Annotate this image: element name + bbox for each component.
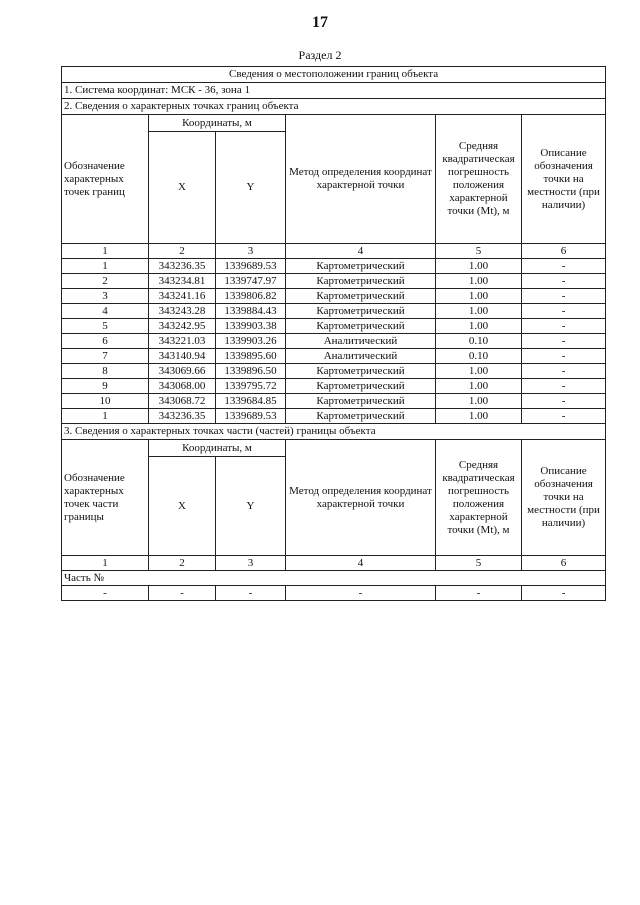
part-cell: -	[286, 586, 436, 601]
colnum: 6	[522, 244, 606, 259]
point-cell: Картометрический	[286, 409, 436, 424]
point-row	[62, 319, 606, 334]
page-number: 17	[312, 14, 328, 31]
point-row	[62, 274, 606, 289]
point-cell: -	[522, 349, 606, 364]
point-cell: 343221.03	[149, 334, 216, 349]
point-cell: 1339895.60	[216, 349, 286, 364]
colnum: 2	[149, 244, 216, 259]
header-method: Метод определения координат характерной точки	[286, 115, 436, 244]
point-cell: Аналитический	[286, 334, 436, 349]
points-body	[62, 259, 606, 424]
point-cell: -	[522, 259, 606, 274]
point-cell: 1.00	[436, 259, 522, 274]
colnum: 1	[62, 556, 149, 571]
header-y-part: Y	[216, 457, 286, 556]
coord-system: 1. Система координат: МСК - 36, зона 1	[62, 83, 606, 99]
part-cell: -	[62, 586, 149, 601]
point-cell: 343068.00	[149, 379, 216, 394]
header-method-part: Метод определения координат характерной точки	[286, 440, 436, 556]
point-row	[62, 334, 606, 349]
point-cell: -	[522, 289, 606, 304]
point-cell: Картометрический	[286, 319, 436, 334]
point-cell: 3	[62, 289, 149, 304]
point-cell: Картометрический	[286, 289, 436, 304]
point-row	[62, 364, 606, 379]
point-cell: 1.00	[436, 409, 522, 424]
section2-header-row-1	[62, 115, 606, 132]
point-cell: 343140.94	[149, 349, 216, 364]
header-coordinates-part: Координаты, м	[149, 440, 286, 457]
point-cell: 343243.28	[149, 304, 216, 319]
point-cell: -	[522, 319, 606, 334]
point-cell: 10	[62, 394, 149, 409]
point-cell: Картометрический	[286, 394, 436, 409]
header-x: X	[149, 132, 216, 244]
part-row	[62, 586, 606, 601]
point-row	[62, 379, 606, 394]
point-cell: 1339689.53	[216, 409, 286, 424]
point-cell: -	[522, 304, 606, 319]
point-cell: 343069.66	[149, 364, 216, 379]
section3-header-row-1	[62, 440, 606, 457]
point-cell: 1.00	[436, 379, 522, 394]
point-row	[62, 304, 606, 319]
header-description: Описание обозначения точки на местности (при наличии)	[522, 115, 606, 244]
point-cell: 1.00	[436, 319, 522, 334]
point-cell: -	[522, 379, 606, 394]
point-cell: 1339684.85	[216, 394, 286, 409]
section2-title-row	[62, 99, 606, 115]
colnum: 5	[436, 244, 522, 259]
point-cell: 1339806.82	[216, 289, 286, 304]
point-cell: 1	[62, 409, 149, 424]
point-cell: 4	[62, 304, 149, 319]
point-cell: 1339747.97	[216, 274, 286, 289]
point-cell: Картометрический	[286, 364, 436, 379]
point-cell: 1339795.72	[216, 379, 286, 394]
table-title: Сведения о местоположении границ объекта	[62, 67, 606, 83]
point-cell: -	[522, 334, 606, 349]
header-accuracy-part: Средняя квадратическая погрешность положения характерной точки (Mt), м	[436, 440, 522, 556]
colnum: 3	[216, 244, 286, 259]
point-cell: -	[522, 409, 606, 424]
point-cell: 1	[62, 259, 149, 274]
part-label-row	[62, 571, 606, 586]
section3-title: 3. Сведения о характерных точках части (частей) границы объекта	[62, 424, 606, 440]
point-cell: 343236.35	[149, 409, 216, 424]
section3-title-row	[62, 424, 606, 440]
point-row	[62, 259, 606, 274]
point-cell: 5	[62, 319, 149, 334]
colnum: 6	[522, 556, 606, 571]
point-cell: 9	[62, 379, 149, 394]
point-cell: 1.00	[436, 289, 522, 304]
header-x-part: X	[149, 457, 216, 556]
header-designation-part: Обозначение характерных точек части границы	[62, 440, 149, 556]
section2-title: 2. Сведения о характерных точках границ объекта	[62, 99, 606, 115]
point-cell: Картометрический	[286, 274, 436, 289]
point-cell: 343068.72	[149, 394, 216, 409]
point-cell: -	[522, 364, 606, 379]
point-cell: 1.00	[436, 304, 522, 319]
point-cell: 1339903.38	[216, 319, 286, 334]
point-cell: Картометрический	[286, 304, 436, 319]
point-cell: 1.00	[436, 364, 522, 379]
colnum: 5	[436, 556, 522, 571]
point-cell: 343234.81	[149, 274, 216, 289]
header-coordinates: Координаты, м	[149, 115, 286, 132]
part-cell: -	[216, 586, 286, 601]
point-cell: 343242.95	[149, 319, 216, 334]
colnum: 1	[62, 244, 149, 259]
part-label: Часть №	[62, 571, 606, 586]
point-cell: 0.10	[436, 349, 522, 364]
point-cell: Картометрический	[286, 259, 436, 274]
colnum: 4	[286, 244, 436, 259]
point-cell: 1339884.43	[216, 304, 286, 319]
header-accuracy: Средняя квадратическая погрешность положения характерной точки (Mt), м	[436, 115, 522, 244]
section-title: Раздел 2	[298, 48, 342, 62]
point-cell: 1339903.26	[216, 334, 286, 349]
part-cell: -	[149, 586, 216, 601]
point-cell: 8	[62, 364, 149, 379]
point-cell: 343236.35	[149, 259, 216, 274]
colnum: 4	[286, 556, 436, 571]
point-cell: Картометрический	[286, 379, 436, 394]
header-designation: Обозначение характерных точек границ	[62, 115, 149, 244]
point-cell: 2	[62, 274, 149, 289]
header-description-part: Описание обозначения точки на местности (при наличии)	[522, 440, 606, 556]
table-title-row	[62, 67, 606, 83]
point-cell: 6	[62, 334, 149, 349]
header-y: Y	[216, 132, 286, 244]
point-cell: 1.00	[436, 274, 522, 289]
point-row	[62, 409, 606, 424]
point-cell: Аналитический	[286, 349, 436, 364]
colnum: 2	[149, 556, 216, 571]
point-row	[62, 349, 606, 364]
point-cell: 1339689.53	[216, 259, 286, 274]
point-row	[62, 394, 606, 409]
point-row	[62, 289, 606, 304]
point-cell: 1.00	[436, 394, 522, 409]
point-cell: 343241.16	[149, 289, 216, 304]
boundary-table	[61, 66, 606, 601]
section3-column-numbers	[62, 556, 606, 571]
part-cell: -	[522, 586, 606, 601]
part-cell: -	[436, 586, 522, 601]
point-cell: 7	[62, 349, 149, 364]
point-cell: -	[522, 274, 606, 289]
colnum: 3	[216, 556, 286, 571]
section2-column-numbers	[62, 244, 606, 259]
point-cell: 0.10	[436, 334, 522, 349]
point-cell: -	[522, 394, 606, 409]
coord-system-row	[62, 83, 606, 99]
point-cell: 1339896.50	[216, 364, 286, 379]
